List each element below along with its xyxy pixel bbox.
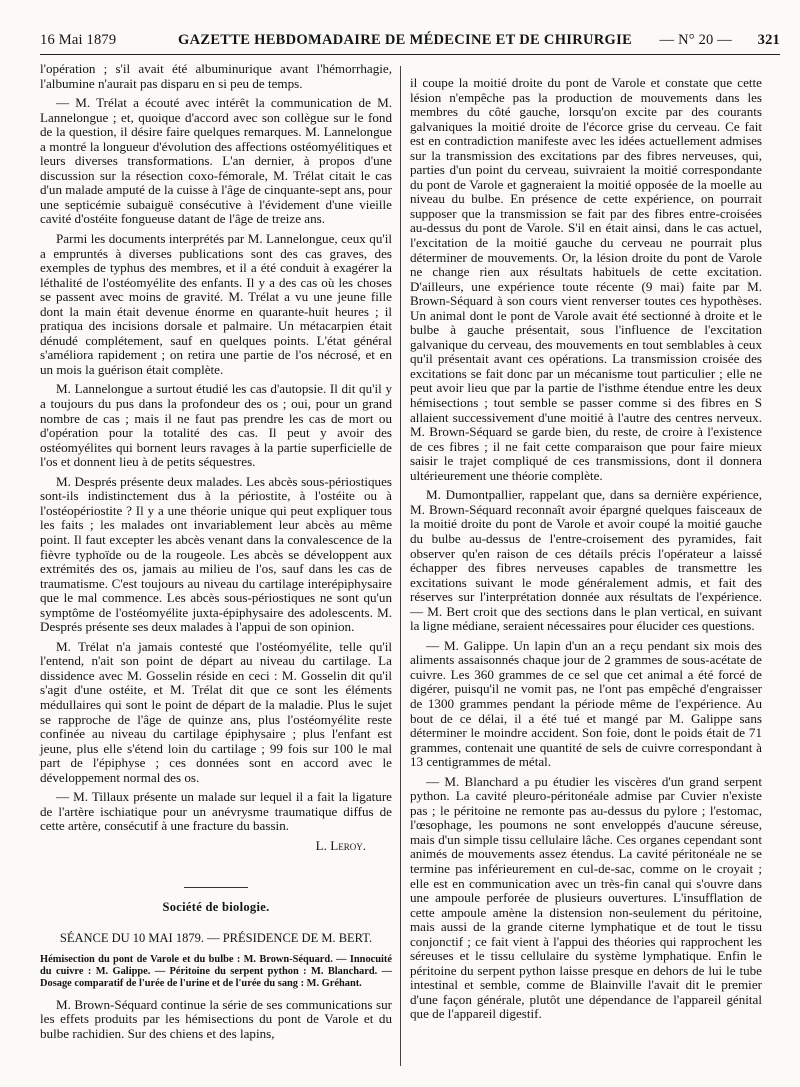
journal-title: GAZETTE HEBDOMADAIRE DE MÉDECINE ET DE CHIRURGIE — [178, 32, 633, 48]
paragraph: M. Brown-Séquard continue la série de ses communications sur les effets produits par les hémisections du pont de Varole et du bulbe rachidien. Sur des chiens et des lapins, — [40, 996, 392, 1041]
section-separator — [184, 887, 248, 888]
page-number: 321 — [757, 32, 780, 48]
paragraph: — M. Trélat a écouté avec intérêt la communication de M. Lannelongue ; et, quoique d'accord avec son collègue sur le fond de la question, il désire faire quelques remarques. M. Lannelongue a montré la longueur d'évolution des affections ostéomyélitiques et leurs diverses transformations. L'an dernier, à propos d'une discussion sur la résection coxo-fémorale, M. Trélat citait le cas d'un malade amputé de la cuisse à l'âge de cinquante-sept ans, pour une septicémie subaiguë consécutive à l'évidement d'une vieille cavité d'ostéite fongueuse datant de l'âge de treize ans. — [40, 95, 392, 227]
column-divider — [400, 66, 401, 1066]
session-line: SÉANCE DU 10 MAI 1879. — PRÉSIDENCE DE M. BERT. — [59, 930, 373, 945]
issue-number: — N° 20 — — [659, 32, 732, 48]
paragraph: il coupe la moitié droite du pont de Varole et constate que cette lésion n'empêche pas la production de mouvements dans les membres du côté gauche, lorsqu'on excite par des courants galvaniques la moitié droite de l'écorce grise du cerveau. Ce fait est en contradiction manifeste avec les idées actuellement admises sur la transmission des excitations par des fibres nerveuses, qui, parties d'un point du cerveau, suivraient la moitié correspondante du pont de Varole et gagneraient la moitié opposée de la moelle au niveau du bulbe. En présence de cette expérience, on pourrait supposer que la transmission se fait par des fibres entre-croisées au-dessus du pont de Varole. S'il en était ainsi, dans le cas actuel, l'excitation de la moitié gauche du cerveau ne pourrait plus déterminer de mouvements. Or, la lésion droite du pont de Varole ne change rien aux résultats habituels de cette excitation. D'ailleurs, une expérience toute récente (9 mai) faite par M. Brown-Séquard à son cours vient renverser toutes ces hypothèses. Un animal dont le pont de Varole avait été sectionné à droite et le bulbe à gauche présentait, sous l'influence de l'excitation galvanique du cerveau, des mouvements en tout semblables à ceux qu'il présentait avant ces opérations. La transmission croisée des excitations se fait donc par un mécanisme tout particulier ; elle ne peut avoir lieu que par la partie de l'isthme étendue entre les deux hémisections ; tout semble se passer comme si des fibres en S allaient successivement d'une moitié à l'autre des centres nerveux. M. Brown-Séquard se garde bien, du reste, de croire à l'existence de ces fibres ; il ne fait cette comparaison que pour faire mieux saisir le trajet compliqué de ces transmissions, dont il donnera ultérieurement une théorie complète. — [410, 75, 762, 483]
paragraph: M. Dumontpallier, rappelant que, dans sa dernière expérience, M. Brown-Séquard reconnaît avoir épargné quelques faisceaux de la moitié droite du pont de Varole et avoir coupé la moitié gauche du bulbe au-dessus de l'entre-croisement des pyramides, fait observer qu'en raison de ces détails précis l'opérateur a laissé échapper des fibres nerveuses capables de transmettre les excitations suivant le mode généralement admis, et fait des réserves sur l'interprétation donnée aux résultats de l'expérience. — M. Bert croit que des sections dans le plan vertical, en suivant la ligne médiane, seraient nécessaires pour élucider ces questions. — [410, 487, 762, 634]
paragraph: — M. Blanchard a pu étudier les viscères d'un grand serpent python. La cavité pleuro-péritonéale admise par Cuvier n'existe pas ; le péritoine ne remonte pas au-dessus du pylore ; l'estomac, l'œsophage, les poumons ne sont enveloppés d'aucune séreuse, mais d'un simple tissu cellulaire lâche. Ces organes cependant sont animés de mouvements assez étendus. La cavité péritonéale ne se termine pas inférieurement en cul-de-sac, comme on le croyait ; elle est en communication avec un très-fin canal qui s'ouvre dans une ampoule perforée de plusieurs ouvertures. L'insufflation de cette ampoule amène la distension non-seulement du péritoine, mais aussi de la grande citerne lymphatique et de tout le tissu conjonctif ; ce fait vient à l'appui des théories qui rapprochent les séreuses et le tissu cellulaire du système lymphatique. Enfin le péritoine du serpent python laisse presque en dehors de lui le tube intestinal et semble, comme de Blainville l'avait dit le premier d'une façon générale, plutôt une dépendance de l'appareil génital que de l'appareil digestif. — [410, 773, 762, 1022]
session-summary: Hémisection du pont de Varole et du bulbe : M. Brown-Séquard. — Innocuité du cuivre : M. Galippe. — Péritoine du serpent python : M. Blanchard. — Dosage comparatif de l'urée de l'urine et de l'urée du sang : M. Gréhant. — [40, 953, 392, 989]
paragraph: M. Després présente deux malades. Les abcès sous-périostiques sont-ils indistinctement dus à la périostite, à l'ostéite ou à l'ostéopériostite ? Il y a une théorie unique qui peut expliquer tous les faits ; les malades ont invariablement leur abcès au même point. Il faut excepter les abcès venant dans la convalescence de la fièvre typhoïde ou de la rougeole. Les abcès se développent aux extrémités des os, jamais au milieu de l'os, sauf dans les cas de traumatisme. C'est toujours au niveau du cartilage interépiphysaire que le mal commence. Les abcès sous-périostiques ne sont qu'un symptôme de l'ostéomyélite juxta-épiphysaire des adolescents. M. Després présente ses deux malades à l'appui de son opinion. — [40, 473, 392, 635]
paragraph: M. Lannelongue a surtout étudié les cas d'autopsie. Il dit qu'il y a toujours du pus dans la profondeur des os ; oui, pour un grand nombre de cas ; mais il ne faut pas prendre les cas de mort ou d'opération pour la totalité des cas. Il peut y avoir des ostéomyélites qui bornent leurs ravages à la partie superficielle de l'os et donnent lieu à de petits séquestres. — [40, 381, 392, 470]
paragraph: — M. Tillaux présente un malade sur lequel il a fait la ligature de l'artère ischiatique pour un anévrysme traumatique diffus de cette artère, consécutif à une fracture du bassin. — [40, 789, 392, 834]
paragraph: M. Trélat n'a jamais contesté que l'ostéomyélite, telle qu'il l'entend, n'ait son point de départ au niveau du cartilage. La dissidence avec M. Gosselin réside en ceci : M. Gosselin dit qu'il s'agit d'une ostéite, et M. Trélat dit que ce sont les éléments médullaires qui sont le point de départ de la maladie. Plus le sujet se rapproche de l'âge de quinze ans, plus l'ostéomyélite reste confinée au niveau du cartilage épiphysaire ; plus l'enfant est jeune, plus elle s'étend loin du cartilage ; 99 fois sur 100 le mal part de l'épiphyse ; ces données sont en accord avec le développement normal des os. — [40, 638, 392, 785]
journal-page — [40, 30, 780, 1070]
header-date: 16 Mai 1879 — [40, 32, 117, 48]
paragraph: l'opération ; s'il avait été albuminurique avant l'hémorrhagie, l'albumine n'aurait pas disparu en si peu de temps. — [40, 61, 392, 91]
left-column — [40, 62, 392, 1046]
paragraph: Parmi les documents interprétés par M. Lannelongue, ceux qu'il a empruntés à diverses publications sont des cas graves, des exemples de typhus des membres, et il a été conduit à exagérer la léthalité de l'ostéomyélite des enfants. Il y a des cas où les choses se passent avec moins de gravité. M. Trélat a vu une jeune fille dont la main était devenue énorme en quarante-huit heures ; il pratiqua des incisions dorsale et palmaire. Un métacarpien était dénudé complétement, sauf en quelques points. L'état général s'améliora rapidement ; on retira une partie de l'os nécrosé, et en un mois la guérison était complète. — [40, 231, 392, 377]
running-header — [40, 30, 780, 55]
section-heading: Société de biologie. — [162, 900, 270, 915]
right-column — [410, 76, 762, 1027]
paragraph: — M. Galippe. Un lapin d'un an a reçu pendant six mois des aliments assaisonnés chaque jour de 2 grammes de sous-acétate de cuivre. Les 360 grammes de ce sel que cet animal a été forcé de digérer, puisqu'il ne vomit pas, ne l'ont pas empêché d'engraisser de 1300 grammes pendant la période même de l'expérience. Au bout de ce délai, il a été tué et mangé par M. Galippe sans déterminer le moindre accident. Son foie, dont le poids était de 71 grammes, contenait une quantité de sels de cuivre correspondant à 13 centigrammes de métal. — [410, 637, 762, 770]
author-signature: L. Leroy. — [315, 837, 366, 853]
